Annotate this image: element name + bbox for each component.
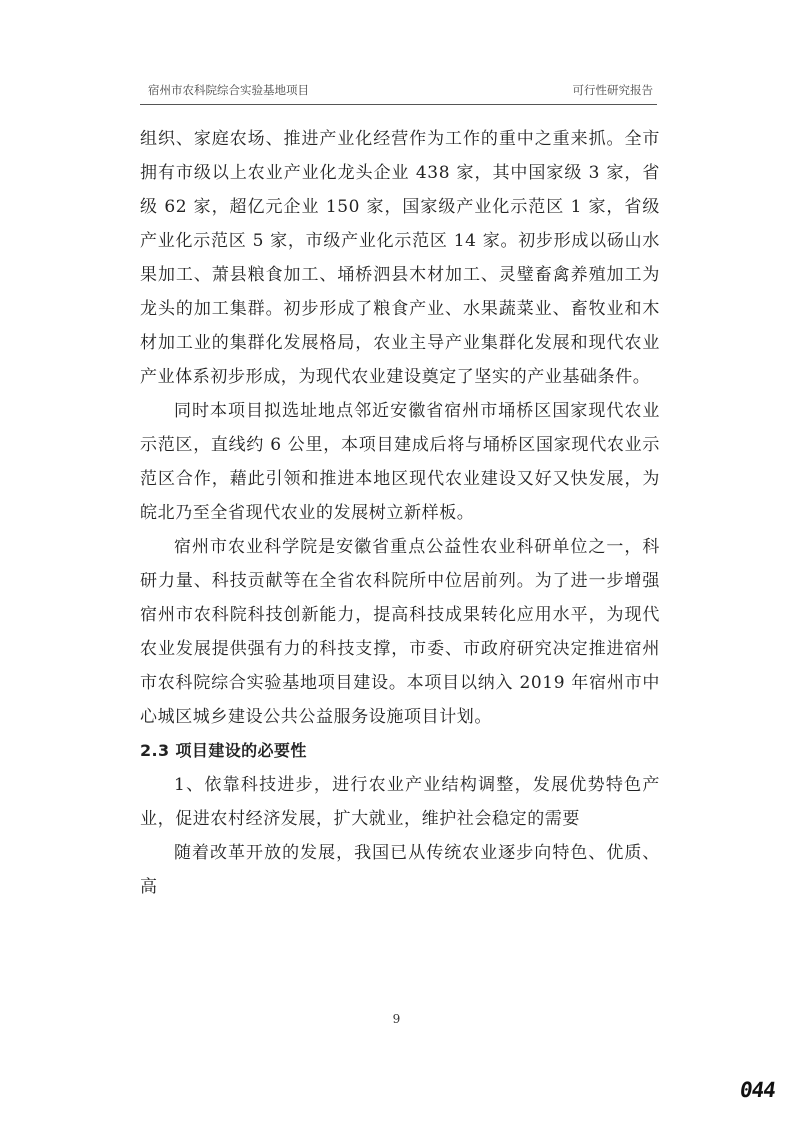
- header-project-title: 宿州市农科院综合实验基地项目: [148, 83, 309, 97]
- header-report-type: 可行性研究报告: [572, 83, 653, 97]
- header-divider: [140, 104, 657, 105]
- paragraph-site-location: 同时本项目拟选址地点邻近安徽省宿州市埇桥区国家现代农业示范区，直线约 6 公里，本项目建成后将与埇桥区国家现代农业示范区合作，藉此引领和推进本地区现代农业建设又好又快发展，为皖北乃至全省现代农业的发展树立新样板。: [140, 401, 660, 523]
- paragraph-continuation: 随着改革开放的发展，我国已从传统农业逐步向特色、优质、高: [140, 843, 660, 897]
- section-heading-necessity: 2.3 项目建设的必要性: [140, 741, 307, 760]
- paragraph-academy-background: 宿州市农业科学院是安徽省重点公益性农业科研单位之一，科研力量、科技贡献等在全省农科院所中位居前列。为了进一步增强宿州市农科院科技创新能力，提高科技成果转化应用水平，为现代农业发展提供强有力的科技支撑，市委、市政府研究决定推进宿州市农科院综合实验基地项目建设。本项目以纳入 2019 年宿州市中心城区城乡建设公共公益服务设施项目计划。: [140, 537, 660, 727]
- paragraph-necessity-item-1: 1、依靠科技进步，进行农业产业结构调整，发展优势特色产业，促进农村经济发展，扩大就业，维护社会稳定的需要: [140, 775, 660, 829]
- document-body: [140, 122, 660, 904]
- paragraph-industry-overview: 组织、家庭农场、推进产业化经营作为工作的重中之重来抓。全市拥有市级以上农业产业化龙头企业 438 家，其中国家级 3 家，省级 62 家，超亿元企业 150 家，国家级产业化示范区 1 家，省级产业化示范区 5 家，市级产业化示范区 14 家。初步形成以砀山水果加工、萧县粮食加工、埇桥泗县木材加工、灵璧畜禽养殖加工为龙头的加工集群。初步形成了粮食产业、水果蔬菜业、畜牧业和木材加工业的集群化发展格局，农业主导产业集群化发展和现代农业产业体系初步形成，为现代农业建设奠定了坚实的产业基础条件。: [140, 129, 660, 387]
- handwritten-page-stamp: 044: [738, 1078, 777, 1102]
- page-number: 9: [392, 1012, 401, 1026]
